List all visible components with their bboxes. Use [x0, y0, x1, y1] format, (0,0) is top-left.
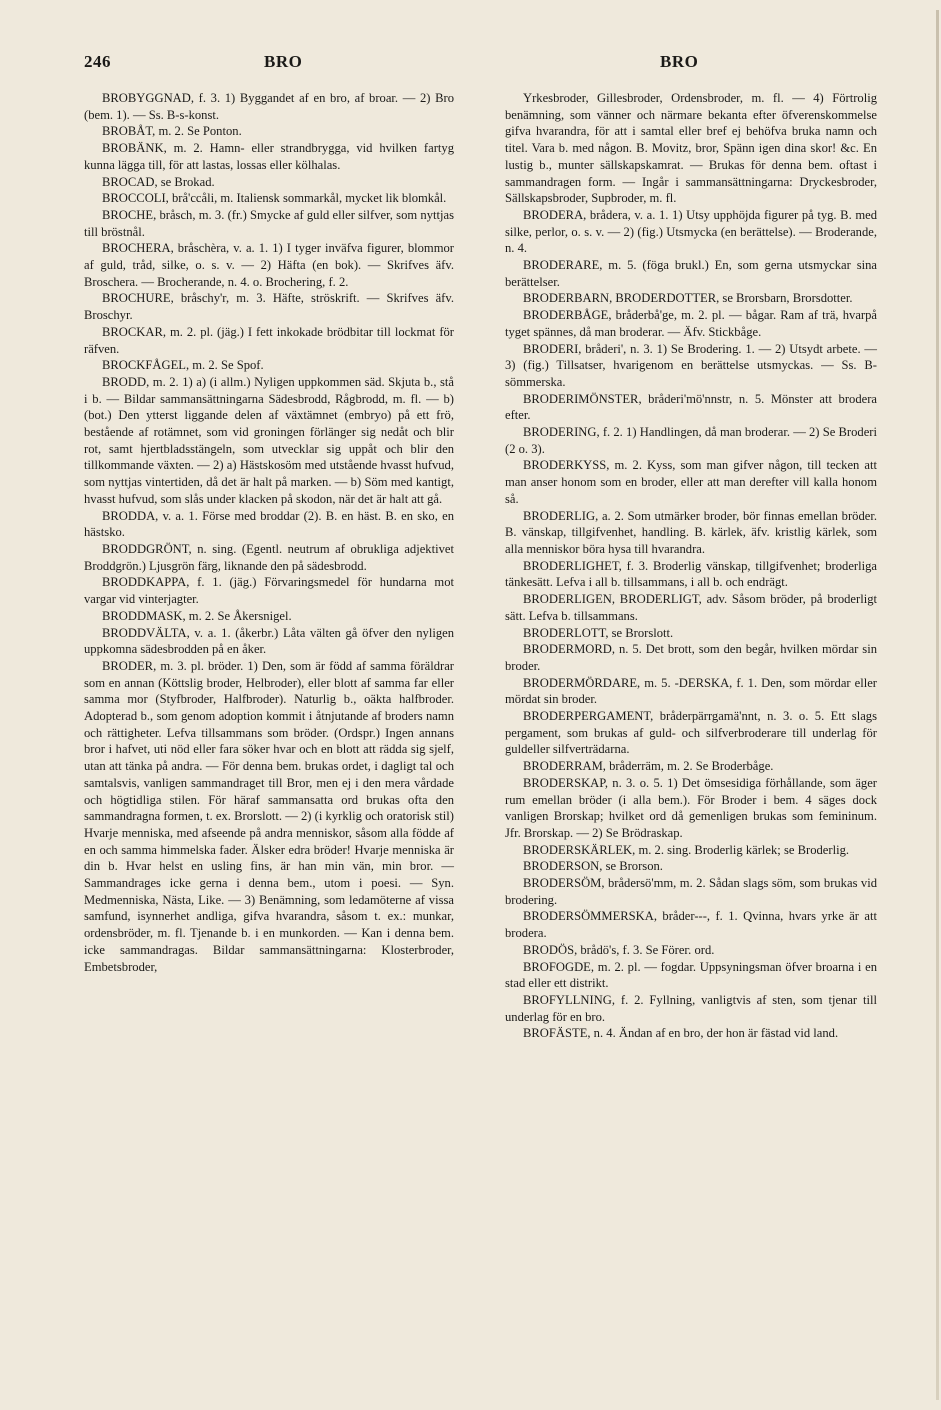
page-header — [84, 52, 857, 74]
dictionary-entry: BROCKFÅGEL, m. 2. Se Spof. — [102, 358, 264, 373]
dictionary-entry: BRODERING, f. 2. 1) Handlingen, då man broderar. — 2) Se Broderi (2 o. 3). — [505, 425, 877, 456]
dictionary-entry: BRODERSÖMMERSKA, bråder---, f. 1. Qvinna, hvars yrke är att brodera. — [505, 909, 877, 941]
dictionary-entry: BRODERMÖRDARE, m. 5. -DERSKA, f. 1. Den, som mördar eller mördat sin broder. — [505, 675, 877, 707]
dictionary-entry: BROCHURE, bråschy'r, m. 3. Häfte, ströskrift. — Skrifves äfv. Broschyr. — [84, 291, 454, 323]
dictionary-entry: BRODD, m. 2. 1) a) (i allm.) Nyligen uppkommen säd. Skjuta b., stå i b. — Bildar sammansättningarna Sädesbrodd, Rågbrodd, m. fl. — b) (bot.) Den ytterst liggande delen af växtämnet (embryo) på ett frö, bestående af rotämnet, som vid groningen förlänger sig nedåt och blir rot, samt hjertbladsstängeln, som utvecklar sig uppåt och blir den tillkommande växten. — 2) a) Hästskosöm med utstående hvasst hufvud, som nyttjas vintertiden, då det är halt på marken. — b) Söm med kantigt, hvasst hufvud, som slås under klacken på skodon, när det är halt att gå. — [84, 374, 454, 506]
dictionary-entry: BROCHERA, bråschèra, v. a. 1. 1) I tyger inväfva figurer, blommor af guld, tråd, silke, o. s. v. — 2) Häfta (en bok). — Skrifves äfv. Broschera. — Brocherande, n. 4. o. Brochering, f. 2. — [84, 241, 454, 289]
dictionary-entry: BRODERI, bråderi', n. 3. 1) Se Brodering. 1. — 2) Utsydt arbete. — 3) (fig.) Tillsatser, hvarigenom en berättelse utsmyckas. — Ss. B-sömmerska. — [505, 341, 877, 389]
dictionary-entry: BRODERSÖM, brådersö'mm, m. 2. Sådan slags söm, som brukas vid brodering. — [505, 876, 877, 907]
dictionary-entry: BROFÄSTE, n. 4. Ändan af en bro, der hon är fästad vid land. — [523, 1026, 839, 1041]
dictionary-entry: BROCAD, se Brokad. — [102, 174, 215, 189]
running-head-left: BRO — [264, 52, 303, 71]
page-edge — [936, 10, 939, 1400]
right-column — [505, 90, 877, 1042]
dictionary-entry: BRODDGRÖNT, n. sing. (Egentl. neutrum af obrukliga adjektivet Broddgrön.) Ljusgrön färg, liknande den på sädesbrodd. — [84, 541, 454, 573]
dictionary-entry: BRODERARE, m. 5. (föga brukl.) En, som gerna utsmyckar sina berättelser. — [505, 258, 877, 289]
dictionary-entry: BROCKAR, m. 2. pl. (jäg.) I fett inkokade brödbitar till lockmat för räfven. — [84, 324, 454, 356]
dictionary-entry: BRODERRAM, bråderräm, m. 2. Se Broderbåge. — [523, 759, 774, 774]
dictionary-entry: BRODERMORD, n. 5. Det brott, som den begår, hvilken mördar sin broder. — [505, 642, 877, 673]
dictionary-entry: BROCHE, bråsch, m. 3. (fr.) Smycke af guld eller silfver, som nyttjas till bröstnål. — [84, 207, 454, 239]
dictionary-entry: BROBÄNK, m. 2. Hamn- eller strandbrygga, vid hvilken fartyg kunna lägga till, för att lastas, lossas eller kölhalas. — [84, 141, 454, 172]
dictionary-entry: BRODDVÄLTA, v. a. 1. (åkerbr.) Låta välten gå öfver den nyligen uppkomna sädesbrodden på en åker. — [84, 625, 454, 657]
dictionary-entry: BRODDA, v. a. 1. Förse med broddar (2). B. en häst. B. en sko, en hästsko. — [84, 508, 454, 540]
dictionary-entry: Yrkesbroder, Gillesbroder, Ordensbroder, m. fl. — 4) Förtrolig benämning, som vänner och närmare bekanta efter öfverenskommelse gifva hvarandra, för att i samtal eller bref ej behöfva bruka namn och titel. Vara b. med någon. B. Movitz, bror, Spänn igen dina skor! &c. En lustig b., munter sällskapskamrat. — Brukas för denna bem. oftast i sammandragen form. — Ingår i sammansättningarna: Dryckesbroder, Sällskapsbroder, Supbroder, m. fl. — [505, 91, 877, 206]
dictionary-entry: BRODERSON, se Brorson. — [523, 859, 663, 874]
dictionary-entry: BRODÖS, brådö's, f. 3. Se Förег. ord. — [523, 942, 715, 957]
running-head-right: BRO — [660, 52, 699, 71]
dictionary-entry: BROBYGGNAD, f. 3. 1) Byggandet af en bro, af broar. — 2) Bro (bem. 1). — Ss. B-s-konst. — [84, 91, 454, 122]
dictionary-entry: BRODER, m. 3. pl. bröder. 1) Den, som är född af samma föräldrar som en annan (Köttslig broder, Helbroder), eller blott af samma far eller samma mor (Styfbroder, Halfbroder). Naturlig b., oäkta halfbroder. Adopterad b., som genom adoption kommit i åtnjutande af broders namn och rättigheter. Lefva tillsammans som bröder. (Ordspr.) Ingen annans bror i hafvet, uti nöd eller fara söker hvar och en blott att rädda sig sjelf, utan att tänka på andra. — För denna bem. brukas ordet, i dagligt tal och samtalsvis, vanligen sammandraget till Bror, men ej i den mera vårdade och högtidliga stilen. För häraf sammansatta ord brukas ofta den sammandragna formen, t. ex. Brorslott. — 2) (i kyrklig och oratorisk stil) Hvarje menniska, med afseende på andra menniskor, såsom alla födde af en och samma himmelska fader. Älsker edra bröder! Hvarje menniska är din b. Hvar helst en usling fins, är han min vän, min bror. — Sammandrages icke gerna i denna bem., utom i poesi. — Syn. Medmenniska, Nästa, Like. — 3) Benämning, som ledamöterne af vissa samfund, isynnerhet andliga, gifva hvarandra, såsom t. ex.: munkar, ordensbröder, m. fl. Tjenande b. i en munkorden. — Kan i denna bem. icke sammandragas. Bildar sammansättningarna: Klosterbroder, Embetsbroder, — [84, 658, 454, 974]
left-column — [84, 90, 454, 975]
dictionary-entry: BROFYLLNING, f. 2. Fyllning, vanligtvis af sten, som tjenar till underlag för en bro. — [505, 992, 877, 1024]
page-number: 246 — [84, 52, 111, 71]
dictionary-entry: BROBÅT, m. 2. Se Ponton. — [102, 124, 242, 139]
dictionary-entry: BRODERKYSS, m. 2. Kyss, som man gifver någon, till tecken att man anser honom som en broder, eller att man derefter vill kalla honom så. — [505, 458, 877, 506]
dictionary-entry: BRODERA, bråderа, v. a. 1. 1) Utsy upphöjda figurer på tyg. B. med silke, perlor, o. s. v. — 2) (fig.) Utsmycka (en berättelse). — Broderande, n. 4. — [505, 207, 877, 256]
dictionary-entry: BROCCOLI, brå'ccåli, m. Italiensk sommarkål, mycket lik blomkål. — [102, 191, 447, 206]
dictionary-entry: BRODERLIGHET, f. 3. Broderlig vänskap, tillgifvenhet; broderliga tänkesätt. Lefva i all b. tillsammans, i all b. och endrägt. — [505, 558, 877, 590]
dictionary-entry: BRODERPERGAMENT, bråderpärrgamä'nnt, n. 3. o. 5. Ett slags pergament, som brukas af guld- och silfverbroderare till underlag för guldeller silfverträdarna. — [505, 709, 877, 757]
dictionary-entry: BRODDKAPPA, f. 1. (jäg.) Förvaringsmedel för hundarna mot vargar vid vinterjagter. — [84, 575, 454, 607]
dictionary-entry: BRODERLIGEN, BRODERLIGT, adv. Såsom bröder, på broderligt sätt. Lefva b. tillsammans. — [505, 592, 877, 623]
dictionary-entry: BRODERIMÖNSTER, bråderi'mö'nnstr, n. 5. Mönster att brodera efter. — [505, 391, 877, 423]
dictionary-entry: BROFOGDE, m. 2. pl. — fogdar. Uppsyningsman öfver broarna i en stad eller ett distrikt. — [505, 959, 877, 991]
dictionary-entry: BRODERSKAP, n. 3. o. 5. 1) Det ömsesidiga förhållande, som äger rum emellan bröder (i alla bem.). För Broder i bem. 4 säges dock vanligen Brorskap; hvilket ord då gemenligen brukas som femininum. Jfr. Brorskap. — 2) Se Brödraskap. — [505, 775, 877, 840]
dictionary-entry: BRODDMASK, m. 2. Se Åkersnigel. — [102, 608, 292, 623]
dictionary-entry: BRODERBÅGE, bråderbå'ge, m. 2. pl. — bågar. Ram af trä, hvarpå tyget spännes, då man broderar. — Äfv. Stickbåge. — [505, 308, 877, 339]
dictionary-entry: BRODERSKÄRLEK, m. 2. sing. Broderlig kärlek; se Broderlig. — [523, 842, 850, 857]
dictionary-entry: BRODERLIG, a. 2. Som utmärker broder, bör finnas emellan bröder. B. vänskap, tillgifvenhet, handling. B. kärlek, äfv. kristlig kärlek, som alla menniskor böra hysa till hvarandra. — [505, 508, 877, 556]
dictionary-entry: BRODERLOTT, se Brorslott. — [523, 625, 674, 640]
dictionary-entry: BRODERBARN, BRODERDOTTER, se Brorsbarn, Brorsdotter. — [523, 291, 853, 306]
